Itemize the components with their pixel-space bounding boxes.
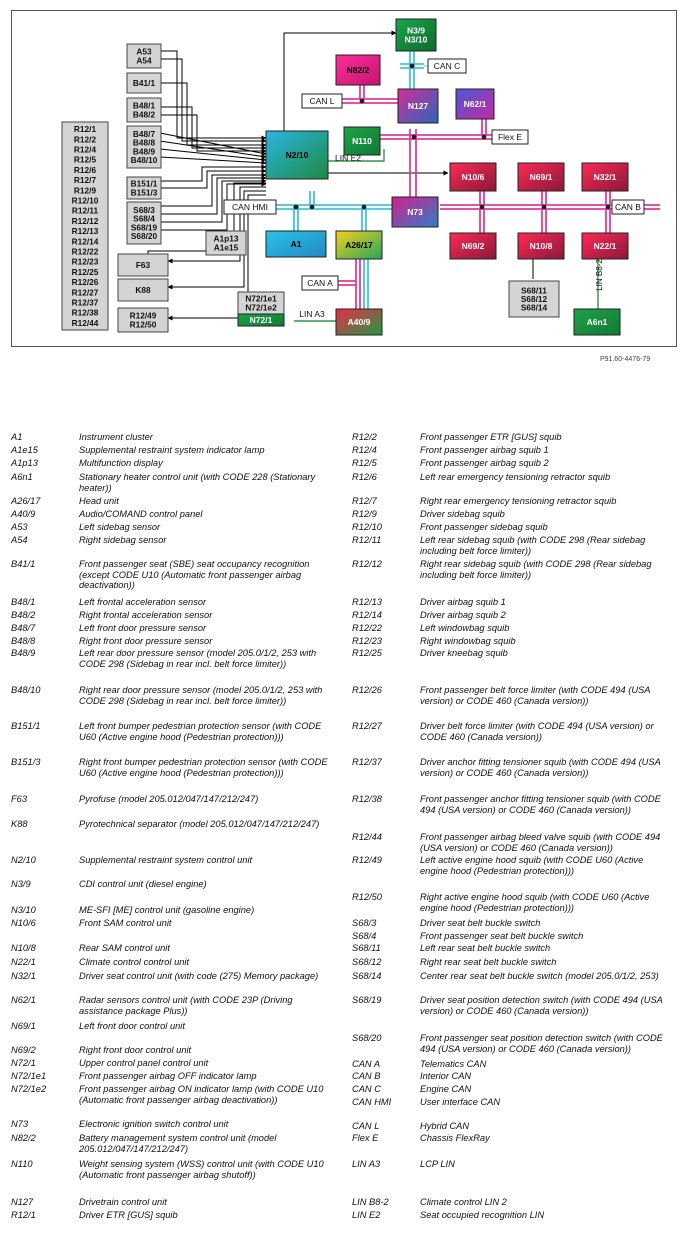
label-n72-1: N72/1: [249, 315, 273, 325]
label-r12-list: R12/10: [71, 195, 99, 206]
legend-code: N10/8: [11, 943, 36, 953]
topology-diagram: [11, 10, 677, 347]
legend-description: Chassis FlexRay: [420, 1133, 490, 1143]
legend-description: Left front door pressure sensor: [79, 623, 207, 633]
legend-code: R12/27: [352, 721, 382, 731]
legend-description: Electronic ignition switch control unit: [79, 1119, 229, 1129]
legend-description: Climate control control unit: [79, 957, 190, 967]
legend-code: R12/49: [352, 855, 382, 865]
label-s68: S68/19: [130, 222, 158, 233]
legend-description: Driver belt force limiter (with CODE 494 (USA version) or CODE 460 (Canada version)): [420, 721, 654, 742]
legend-description: Front passenger seat (SBE) seat occupancy recognition (except CODE U10 (Automatic front passenger airbag deactivation)): [79, 559, 310, 590]
legend-code: R12/2: [352, 432, 377, 442]
b48-1-to-n2: [160, 107, 266, 148]
legend-description: Front passenger airbag bleed valve squib (with CODE 494 (USA version) or CODE 460 (Canada version)): [420, 832, 661, 853]
label-a26-17: A26/17: [345, 240, 373, 250]
legend-code: A54: [11, 535, 28, 545]
legend-description: Pyrofuse (model 205.012/047/147/212/247): [79, 794, 259, 804]
label-f63: F63: [135, 260, 151, 270]
label-s68-rear: S68/11: [521, 285, 547, 296]
legend-description: Front passenger airbag squib 2: [420, 458, 549, 468]
label-n72e: N72/1e2: [245, 302, 277, 313]
legend-code: R12/6: [352, 472, 377, 482]
legend-code: R12/37: [352, 757, 382, 767]
legend-description: Right front bumper pedestrian protection sensor (with CODE U60 (Active engine hood (Pedestrian protection))): [79, 757, 328, 778]
legend-description: Center rear seat belt buckle switch (model 205.0/1/2, 253): [420, 971, 659, 981]
label-b151: B151/3: [130, 187, 158, 198]
legend-description: Right sidebag sensor: [79, 535, 167, 545]
legend-description: Multifunction display: [79, 458, 163, 468]
label-a40-9: A40/9: [347, 317, 371, 327]
bus-label-lin-a3: LIN A3: [299, 309, 325, 319]
legend-code: R12/7: [352, 496, 377, 506]
label-b48-7-10: B48/9: [132, 146, 156, 157]
label-n2-10: N2/10: [285, 150, 309, 160]
legend-description: Hybrid CAN: [420, 1121, 470, 1131]
legend-code: S68/19: [352, 995, 382, 1005]
legend-description: Front SAM control unit: [79, 918, 172, 928]
bus-label-can-a: CAN A: [307, 278, 333, 288]
label-s68: S68/4: [133, 213, 155, 224]
legend-code: B48/9: [11, 648, 36, 658]
legend-code: K88: [11, 819, 28, 829]
legend-code: R12/22: [352, 623, 382, 633]
legend-code: R12/44: [352, 832, 382, 842]
label-r12-list: R12/5: [73, 154, 97, 165]
label-b48-1-2: B48/2: [132, 109, 156, 120]
legend-code: R12/4: [352, 445, 377, 455]
legend-description: Left rear door pressure sensor (model 205.0/1/2, 253 with CODE 298 (Sidebag in rear incl. belt force limiter)): [79, 648, 317, 669]
label-b48-1-2: B48/1: [132, 100, 156, 111]
legend-code: R12/12: [352, 559, 382, 569]
legend-description: Front passenger anchor fitting tensioner squib (with CODE 494 (USA version) or CODE 460 (Canada version)): [420, 794, 661, 815]
label-r12-list: R12/38: [71, 307, 99, 318]
legend-description: Left rear sidebag squib (with CODE 298 (Rear sidebag including belt force limiter)): [420, 535, 646, 556]
legend-description: Front passenger ETR [GUS] squib: [420, 432, 562, 442]
legend-code: S68/3: [352, 918, 377, 928]
label-n127: N127: [407, 101, 429, 111]
label-r12-list: R12/22: [71, 246, 99, 257]
legend-code: N22/1: [11, 957, 36, 967]
legend-code: S68/12: [352, 957, 382, 967]
legend-description: Head unit: [79, 496, 119, 506]
legend-code: R12/23: [352, 636, 382, 646]
a54-to-n2: [160, 59, 266, 141]
legend-description: Driver sidebag squib: [420, 509, 505, 519]
legend-description: Front passenger seat position detection switch (with CODE 494 (USA version) or CODE 460 (Canada version)): [420, 1033, 663, 1054]
label-r12-49-50: R12/50: [129, 319, 157, 330]
label-a1: A1: [290, 239, 302, 249]
label-r12-list: R12/25: [71, 266, 99, 277]
label-r12-list: R12/6: [73, 164, 97, 175]
legend-code: B48/10: [11, 685, 41, 695]
legend-description: Right rear emergency tensioning retractor squib: [420, 496, 617, 506]
bus-label-lin-b8-2: LIN B8-2: [595, 259, 604, 291]
legend-code: N10/6: [11, 918, 36, 928]
label-n69-2: N69/2: [461, 241, 485, 251]
legend-description: Left front bumper pedestrian protection sensor (with CODE U60 (Active engine hood (Pedestrian protection))): [79, 721, 322, 742]
legend-code: R12/11: [352, 535, 382, 545]
bus-label-can-hmi: CAN HMI: [232, 202, 268, 212]
legend-code: R12/14: [352, 610, 382, 620]
legend-description: LCP LIN: [420, 1159, 455, 1169]
legend-description: Front passenger belt force limiter (with CODE 494 (USA version) or CODE 460 (Canada version)): [420, 685, 651, 706]
label-b48-7-10: B48/8: [132, 137, 156, 148]
bus-junction-dot: [606, 205, 611, 210]
legend-code: LIN A3: [352, 1159, 381, 1169]
label-n3-9: N3/9: [407, 25, 425, 36]
label-k88: K88: [135, 285, 151, 295]
label-n110: N110: [352, 136, 372, 146]
label-r12-list: R12/12: [71, 215, 99, 226]
legend-code: A1e15: [11, 445, 38, 455]
legend-code: S68/20: [352, 1033, 382, 1043]
bus-label-lin-e2: LIN E2: [335, 153, 361, 163]
bus-label-can-l: CAN L: [309, 96, 335, 106]
label-n3-9: N3/10: [404, 34, 428, 45]
label-r12-list: R12/2: [73, 134, 97, 145]
legend-code: B48/2: [11, 610, 36, 620]
bus-junction-dot: [294, 205, 299, 210]
label-r12-list: R12/23: [71, 256, 99, 267]
legend-description: Upper control panel control unit: [79, 1058, 209, 1068]
label-n82-2: N82/2: [346, 65, 370, 75]
legend-code: LIN B8-2: [352, 1197, 389, 1207]
legend-code: S68/11: [352, 943, 381, 953]
legend-description: Right rear seat belt buckle switch: [420, 957, 557, 967]
legend-description: Front passenger airbag squib 1: [420, 445, 549, 455]
legend-code: B48/8: [11, 636, 36, 646]
bus-label-flex-e: Flex E: [497, 132, 523, 142]
legend-code: N72/1: [11, 1058, 36, 1068]
legend-code: N62/1: [11, 995, 36, 1005]
label-s68-rear: S68/14: [520, 302, 548, 313]
legend-description: Right front door pressure sensor: [79, 636, 213, 646]
legend-description: Front passenger seat belt buckle switch: [420, 931, 584, 941]
legend-description: Radar sensors control unit (with CODE 23P (Driving assistance package Plus)): [79, 995, 293, 1016]
legend-description: Right windowbag squib: [420, 636, 516, 646]
label-r12-list: R12/1: [73, 124, 97, 135]
legend-code: N72/1e2: [11, 1084, 47, 1094]
label-a1p13: A1p13: [213, 233, 239, 244]
b48-2-to-n2: [160, 115, 266, 151]
legend-description: Driver seat position detection switch (with CODE 494 (USA version) or CODE 460 (Canada version)): [420, 995, 663, 1016]
legend-code: CAN B: [352, 1071, 381, 1081]
legend-code: N2/10: [11, 855, 36, 865]
legend-description: Right rear sidebag squib (with CODE 298 (Rear sidebag including belt force limiter)): [420, 559, 652, 580]
label-b41-1: B41/1: [132, 78, 156, 88]
label-r12-list: R12/27: [71, 287, 99, 298]
label-r12-list: R12/4: [73, 144, 97, 155]
label-a1p13: A1e15: [213, 242, 239, 253]
legend-code: A6n1: [11, 472, 33, 482]
legend-description: Left rear emergency tensioning retractor squib: [420, 472, 611, 482]
label-n73: N73: [407, 207, 423, 217]
legend-code: R12/25: [352, 648, 382, 658]
legend-description: Front passenger sidebag squib: [420, 522, 548, 532]
legend-code: B48/7: [11, 623, 36, 633]
legend-description: Battery management system control unit (model 205.012/047/147/212/247): [79, 1133, 277, 1154]
legend-code: B48/1: [11, 597, 36, 607]
label-a6n1: A6n1: [586, 317, 608, 327]
legend-description: Left front door control unit: [79, 1021, 185, 1031]
legend-description: Left frontal acceleration sensor: [79, 597, 207, 607]
legend-code: CAN C: [352, 1084, 381, 1094]
legend-code: A1p13: [11, 458, 38, 468]
legend-description: User interface CAN: [420, 1097, 501, 1107]
legend-description: Driver seat belt buckle switch: [420, 918, 541, 928]
legend-description: Left active engine hood squib (with CODE U60 (Active engine hood (Pedestrian protection))): [420, 855, 644, 876]
bus-junction-dot: [412, 135, 417, 140]
label-a53-a54: A54: [136, 55, 152, 66]
legend-description: Audio/COMAND control panel: [79, 509, 203, 519]
legend-description: Weight sensing system (WSS) control unit (with CODE U10 (Automatic front passenger airbag shutoff)): [79, 1159, 324, 1180]
bus-junction-dot: [480, 205, 485, 210]
legend-code: R12/50: [352, 892, 382, 902]
legend-description: Rear SAM control unit: [79, 943, 170, 953]
legend-description: Left rear seat belt buckle switch: [420, 943, 551, 953]
label-n32-1: N32/1: [593, 172, 617, 182]
legend-description: Engine CAN: [420, 1084, 472, 1094]
legend-description: Supplemental restraint system control unit: [79, 855, 253, 865]
legend-description: Driver airbag squib 1: [420, 597, 506, 607]
bus-junction-dot: [362, 205, 367, 210]
label-b48-7-10: B48/7: [132, 129, 156, 140]
legend-code: N73: [11, 1119, 29, 1129]
bus-junction-dot: [482, 135, 487, 140]
legend-code: B41/1: [11, 559, 36, 569]
legend-code: S68/14: [352, 971, 382, 981]
label-n72e: N72/1e1: [245, 293, 277, 304]
legend-code: B151/3: [11, 757, 41, 767]
label-n10-6: N10/6: [461, 172, 485, 182]
legend-description: Driver kneebag squib: [420, 648, 508, 658]
label-r12-list: R12/26: [71, 277, 99, 288]
legend-code: R12/13: [352, 597, 382, 607]
legend-description: Driver anchor fitting tensioner squib (with CODE 494 (USA version) or CODE 460 (Canada version)): [420, 757, 661, 778]
legend-code: N69/1: [11, 1021, 36, 1031]
b151-3-to-n2: [160, 171, 266, 188]
legend-code: B151/1: [11, 721, 41, 731]
label-r12-49-50: R12/49: [129, 310, 157, 321]
legend-description: Climate control LIN 2: [420, 1197, 507, 1207]
legend-description: Left sidebag sensor: [79, 522, 161, 532]
legend-code: LIN E2: [352, 1210, 381, 1220]
legend-code: CAN L: [352, 1121, 380, 1131]
bus-junction-dot: [542, 205, 547, 210]
figure-reference: P91.60-4476-79: [600, 356, 651, 363]
legend-code: R12/1: [11, 1210, 36, 1220]
legend-description: Telematics CAN: [420, 1059, 487, 1069]
legend-description: Right active engine hood squib (with CODE U60 (Active engine hood (Pedestrian protection))): [420, 892, 650, 913]
legend-description: Driver airbag squib 2: [420, 610, 506, 620]
legend-description: Interior CAN: [420, 1071, 472, 1081]
legend-description: Pyrotechnical separator (model 205.012/047/147/212/247): [79, 819, 320, 829]
label-r12-list: R12/11: [71, 205, 99, 216]
label-n22-1: N22/1: [593, 241, 617, 251]
legend-code: N82/2: [11, 1133, 36, 1143]
legend-description: Drivetrain control unit: [79, 1197, 167, 1207]
legend-code: Flex E: [352, 1133, 379, 1143]
legend-code: R12/9: [352, 509, 377, 519]
legend-description: Right front door control unit: [79, 1045, 192, 1055]
bus-label-can-c: CAN C: [433, 61, 461, 71]
legend-code: R12/10: [352, 522, 382, 532]
legend-description: Seat occupied recognition LIN: [420, 1210, 545, 1220]
legend-description: CDI control unit (diesel engine): [79, 879, 207, 889]
label-b151: B151/1: [130, 178, 158, 189]
legend-code: N32/1: [11, 971, 36, 981]
b151-1-to-n2: [160, 167, 266, 181]
legend-code: CAN HMI: [352, 1097, 392, 1107]
label-r12-list: R12/13: [71, 226, 99, 237]
legend-code: N127: [11, 1197, 34, 1207]
legend-code: N3/10: [11, 905, 36, 915]
legend-description: Instrument cluster: [79, 432, 153, 442]
bus-junction-dot: [410, 64, 415, 69]
legend-code: CAN A: [352, 1059, 381, 1069]
legend-code: A26/17: [11, 496, 41, 506]
label-n69-1: N69/1: [529, 172, 553, 182]
label-r12-list: R12/44: [71, 317, 99, 328]
legend-description: Right frontal acceleration sensor: [79, 610, 213, 620]
label-n62-1: N62/1: [463, 99, 487, 109]
legend-description: Left windowbag squib: [420, 623, 510, 633]
legend-description: Right rear door pressure sensor (model 205.0/1/2, 253 with CODE 298 (Sidebag in rear incl. belt force limiter)): [79, 685, 323, 706]
legend-code: S68/4: [352, 931, 377, 941]
label-s68: S68/3: [133, 205, 155, 216]
label-a53-a54: A53: [136, 46, 152, 57]
legend-description: Front passenger airbag OFF indicator lamp: [79, 1071, 257, 1081]
label-n10-8: N10/8: [529, 241, 553, 251]
legend-code: A1: [11, 432, 23, 442]
bus-junction-dot: [310, 205, 315, 210]
label-s68-rear: S68/12: [520, 294, 548, 304]
label-r12-list: R12/37: [71, 297, 99, 308]
a53-to-n2: [160, 51, 266, 138]
network-diagram-canvas: [12, 11, 676, 346]
legend-code: N3/9: [11, 879, 31, 889]
label-s68: S68/20: [130, 230, 158, 241]
label-b48-7-10: B48/10: [130, 154, 158, 165]
legend-code: N110: [11, 1159, 33, 1169]
label-r12-list: R12/7: [73, 175, 97, 186]
legend-code: A40/9: [11, 509, 36, 519]
label-r12-list: R12/14: [71, 236, 99, 247]
legend-code: R12/26: [352, 685, 382, 695]
legend-description: Stationary heater control unit (with CODE 228 (Stationary heater)): [79, 472, 316, 493]
legend-code: F63: [11, 794, 28, 804]
legend-code: N69/2: [11, 1045, 36, 1055]
legend-description: Front passenger airbag ON indicator lamp (with CODE U10 (Automatic front passenger airbag deactivation)): [79, 1084, 324, 1105]
label-r12-list: R12/9: [73, 185, 97, 196]
legend-code: R12/5: [352, 458, 377, 468]
legend-description: Supplemental restraint system indicator lamp: [79, 445, 265, 455]
legend-code: R12/38: [352, 794, 382, 804]
legend-code: N72/1e1: [11, 1071, 47, 1081]
bus-label-can-b: CAN B: [615, 202, 641, 212]
legend-description: ME-SFI [ME] control unit (gasoline engine): [79, 905, 255, 915]
legend-description: Driver ETR [GUS] squib: [79, 1210, 178, 1220]
legend-code: A53: [11, 522, 28, 532]
legend-description: Driver seat control unit (with code (275) Memory package): [79, 971, 319, 981]
bus-junction-dot: [360, 99, 365, 104]
